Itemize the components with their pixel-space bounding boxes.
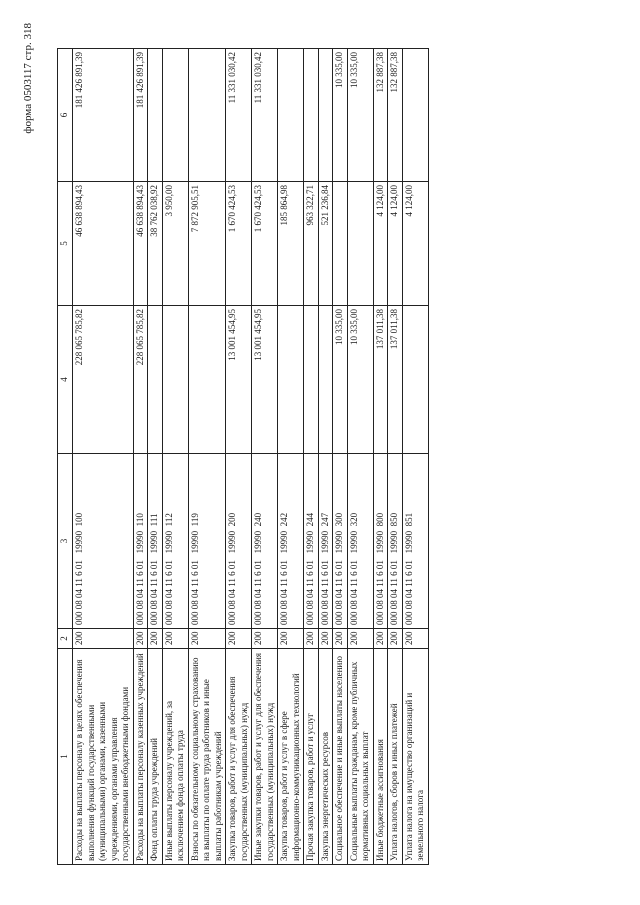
row-approved-amount bbox=[402, 306, 428, 454]
row-budget-code: 000 08 04 11 6 01 19990 242 bbox=[278, 454, 304, 629]
row-unexecuted-amount bbox=[148, 49, 163, 182]
row-approved-amount: 228 065 785,82 bbox=[133, 306, 148, 454]
rotated-sheet bbox=[22, 23, 622, 883]
expenditure-table bbox=[57, 48, 429, 865]
row-budget-code: 000 08 04 11 6 01 19990 119 bbox=[188, 454, 226, 629]
row-budget-code: 000 08 04 11 6 01 19990 850 bbox=[388, 454, 403, 629]
row-budget-code: 000 08 04 11 6 01 19990 200 bbox=[226, 454, 252, 629]
row-name: Иные выплаты персоналу учреждений, за исключением фонда оплаты труда bbox=[162, 649, 188, 865]
row-approved-amount bbox=[148, 306, 163, 454]
table-row bbox=[347, 49, 373, 865]
row-line-code: 200 bbox=[278, 629, 304, 649]
row-line-code: 200 bbox=[402, 629, 428, 649]
row-line-code: 200 bbox=[373, 629, 388, 649]
row-budget-code: 000 08 04 11 6 01 19990 111 bbox=[148, 454, 163, 629]
table-row bbox=[133, 49, 148, 865]
row-line-code: 200 bbox=[133, 629, 148, 649]
header-col-2: 2 bbox=[58, 629, 73, 649]
row-name: Закупка товаров, работ и услуг в сфере информационно-коммуникационных технологий bbox=[278, 649, 304, 865]
table-row bbox=[162, 49, 188, 865]
row-name: Расходы на выплаты персоналу в целях обеспечения выполнения функций государственными (муниципальными) органами, казенными учреждениями, органами управления государственными внебюджетными фондами bbox=[73, 649, 134, 865]
table-row bbox=[333, 49, 348, 865]
row-executed-amount: 46 638 894,43 bbox=[73, 182, 134, 306]
row-name: Взносы по обязательному социальному страхованию на выплаты по оплате труда работников и иные выплаты работникам учреждений bbox=[188, 649, 226, 865]
table-row bbox=[278, 49, 304, 865]
row-approved-amount: 137 011,38 bbox=[373, 306, 388, 454]
row-executed-amount: 4 124,00 bbox=[373, 182, 388, 306]
row-executed-amount: 963 322,71 bbox=[304, 182, 319, 306]
row-line-code: 200 bbox=[252, 629, 278, 649]
header-col-4: 4 bbox=[58, 306, 73, 454]
row-line-code: 200 bbox=[333, 629, 348, 649]
row-budget-code: 000 08 04 11 6 01 19990 320 bbox=[347, 454, 373, 629]
row-name: Уплата налогов, сборов и иных платежей bbox=[388, 649, 403, 865]
header-col-6: 6 bbox=[58, 49, 73, 182]
row-executed-amount bbox=[333, 182, 348, 306]
row-unexecuted-amount: 132 887,38 bbox=[388, 49, 403, 182]
row-line-code: 200 bbox=[73, 629, 134, 649]
table-row bbox=[304, 49, 319, 865]
row-budget-code: 000 08 04 11 6 01 19990 247 bbox=[318, 454, 333, 629]
row-name: Социальные выплаты гражданам, кроме публичных нормативных социальных выплат bbox=[347, 649, 373, 865]
row-budget-code: 000 08 04 11 6 01 19990 110 bbox=[133, 454, 148, 629]
row-approved-amount bbox=[188, 306, 226, 454]
row-line-code: 200 bbox=[162, 629, 188, 649]
header-row bbox=[58, 49, 73, 865]
header-col-3: 3 bbox=[58, 454, 73, 629]
row-name: Иные закупки товаров, работ и услуг для обеспечения государственных (муниципальных) нужд bbox=[252, 649, 278, 865]
table-row bbox=[402, 49, 428, 865]
table-row bbox=[188, 49, 226, 865]
row-name: Иные бюджетные ассигнования bbox=[373, 649, 388, 865]
table-body bbox=[73, 49, 429, 865]
table-row bbox=[373, 49, 388, 865]
form-label: форма 0503117 стр. 318 bbox=[22, 23, 34, 134]
row-budget-code: 000 08 04 11 6 01 19990 100 bbox=[73, 454, 134, 629]
row-approved-amount: 10 335,00 bbox=[347, 306, 373, 454]
header-col-1: 1 bbox=[58, 649, 73, 865]
row-unexecuted-amount bbox=[162, 49, 188, 182]
row-executed-amount: 4 124,00 bbox=[388, 182, 403, 306]
row-budget-code: 000 08 04 11 6 01 19990 244 bbox=[304, 454, 319, 629]
table-row bbox=[388, 49, 403, 865]
row-budget-code: 000 08 04 11 6 01 19990 800 bbox=[373, 454, 388, 629]
table-row bbox=[318, 49, 333, 865]
table-row bbox=[226, 49, 252, 865]
row-approved-amount bbox=[318, 306, 333, 454]
row-approved-amount bbox=[278, 306, 304, 454]
table-row bbox=[148, 49, 163, 865]
row-unexecuted-amount: 11 331 030,42 bbox=[252, 49, 278, 182]
row-line-code: 200 bbox=[304, 629, 319, 649]
row-approved-amount: 13 001 454,95 bbox=[226, 306, 252, 454]
table-row bbox=[252, 49, 278, 865]
row-name: Прочая закупка товаров, работ и услуг bbox=[304, 649, 319, 865]
row-approved-amount bbox=[304, 306, 319, 454]
row-name: Расходы на выплаты персоналу казенных учреждений bbox=[133, 649, 148, 865]
row-approved-amount: 13 001 454,95 bbox=[252, 306, 278, 454]
row-unexecuted-amount bbox=[402, 49, 428, 182]
row-line-code: 200 bbox=[347, 629, 373, 649]
row-budget-code: 000 08 04 11 6 01 19990 851 bbox=[402, 454, 428, 629]
row-executed-amount: 4 124,00 bbox=[402, 182, 428, 306]
row-name: Социальное обеспечение и иные выплаты населению bbox=[333, 649, 348, 865]
table-row bbox=[73, 49, 134, 865]
row-approved-amount: 137 011,38 bbox=[388, 306, 403, 454]
row-budget-code: 000 08 04 11 6 01 19990 112 bbox=[162, 454, 188, 629]
header-col-5: 5 bbox=[58, 182, 73, 306]
row-line-code: 200 bbox=[226, 629, 252, 649]
row-unexecuted-amount: 10 335,00 bbox=[347, 49, 373, 182]
row-unexecuted-amount: 10 335,00 bbox=[333, 49, 348, 182]
row-executed-amount: 1 670 424,53 bbox=[252, 182, 278, 306]
row-executed-amount: 7 872 905,51 bbox=[188, 182, 226, 306]
row-name: Закупка товаров, работ и услуг для обеспечения государственных (муниципальных) нужд bbox=[226, 649, 252, 865]
row-unexecuted-amount bbox=[188, 49, 226, 182]
row-executed-amount: 521 236,84 bbox=[318, 182, 333, 306]
row-unexecuted-amount bbox=[304, 49, 319, 182]
row-unexecuted-amount: 181 426 891,39 bbox=[73, 49, 134, 182]
row-line-code: 200 bbox=[188, 629, 226, 649]
row-line-code: 200 bbox=[148, 629, 163, 649]
row-budget-code: 000 08 04 11 6 01 19990 240 bbox=[252, 454, 278, 629]
row-executed-amount: 3 950,00 bbox=[162, 182, 188, 306]
row-line-code: 200 bbox=[318, 629, 333, 649]
row-unexecuted-amount: 11 331 030,42 bbox=[226, 49, 252, 182]
row-line-code: 200 bbox=[388, 629, 403, 649]
row-name: Фонд оплаты труда учреждений bbox=[148, 649, 163, 865]
row-unexecuted-amount: 181 426 891,39 bbox=[133, 49, 148, 182]
row-executed-amount: 38 762 038,92 bbox=[148, 182, 163, 306]
row-executed-amount: 46 638 894,43 bbox=[133, 182, 148, 306]
row-unexecuted-amount bbox=[318, 49, 333, 182]
row-name: Закупка энергетических ресурсов bbox=[318, 649, 333, 865]
row-executed-amount: 185 864,98 bbox=[278, 182, 304, 306]
row-approved-amount: 228 065 785,82 bbox=[73, 306, 134, 454]
row-approved-amount: 10 335,00 bbox=[333, 306, 348, 454]
row-unexecuted-amount bbox=[278, 49, 304, 182]
row-executed-amount bbox=[347, 182, 373, 306]
row-budget-code: 000 08 04 11 6 01 19990 300 bbox=[333, 454, 348, 629]
row-approved-amount bbox=[162, 306, 188, 454]
row-unexecuted-amount: 132 887,38 bbox=[373, 49, 388, 182]
row-executed-amount: 1 670 424,53 bbox=[226, 182, 252, 306]
row-name: Уплата налога на имущество организаций и земельного налога bbox=[402, 649, 428, 865]
